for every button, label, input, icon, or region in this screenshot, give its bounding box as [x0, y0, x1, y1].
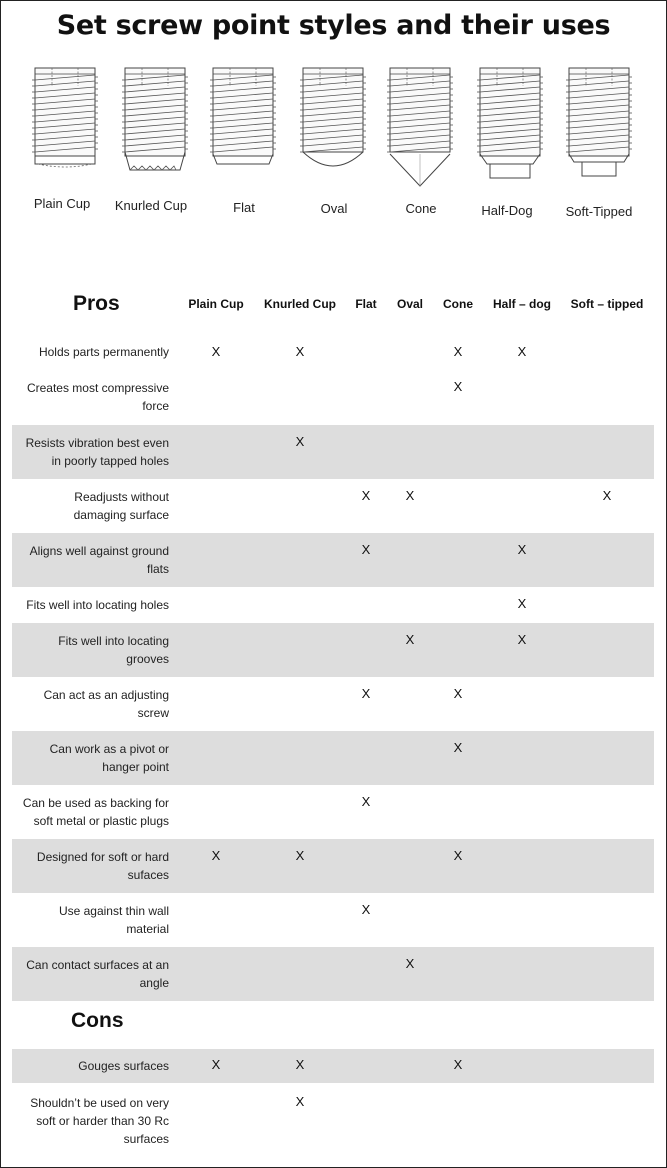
row-label: Fits well into locating grooves: [58, 634, 169, 666]
screw-flat-illustration: [208, 64, 278, 194]
check-mark: X: [361, 686, 371, 701]
screw-label: Half-Dog: [481, 203, 533, 218]
check-mark: X: [361, 794, 371, 809]
check-mark: X: [602, 488, 612, 503]
column-header: Cone: [443, 297, 473, 311]
check-mark: X: [295, 848, 305, 863]
check-mark: X: [453, 740, 463, 755]
row-label: Designed for soft or hard sufaces: [36, 850, 169, 882]
table-row: [12, 425, 654, 479]
table-row: [12, 370, 654, 424]
cons-title: Cons: [71, 1009, 124, 1032]
screw-knurled-cup-illustration: [120, 64, 190, 194]
screw-label: Knurled Cup: [114, 198, 188, 213]
check-mark: X: [295, 1057, 305, 1072]
check-mark: X: [517, 596, 527, 611]
check-mark: X: [405, 632, 415, 647]
row-label: Gouges surfaces: [78, 1059, 169, 1073]
check-mark: X: [517, 542, 527, 557]
row-label: Shouldn’t be used on very soft or harder than 30 Rc surfaces: [30, 1096, 169, 1146]
table-row: [12, 587, 654, 623]
table-row: [12, 731, 654, 785]
table-row: [12, 335, 654, 369]
check-mark: X: [453, 848, 463, 863]
screw-soft-tipped-illustration: [564, 64, 634, 194]
column-header: Plain Cup: [188, 297, 244, 311]
table-row: [12, 839, 654, 893]
row-label: Can act as an adjusting screw: [43, 688, 169, 720]
check-mark: X: [453, 686, 463, 701]
table-row: [12, 677, 654, 731]
row-label: Aligns well against ground flats: [29, 544, 169, 576]
pros-title: Pros: [73, 292, 120, 315]
check-mark: X: [361, 542, 371, 557]
screw-label: Soft-Tipped: [565, 204, 633, 219]
check-mark: X: [453, 344, 463, 359]
table-row: [12, 893, 654, 947]
row-label: Use against thin wall material: [58, 904, 169, 936]
table-row: [12, 947, 654, 1001]
check-mark: X: [361, 902, 371, 917]
screw-label: Oval: [320, 201, 348, 216]
screw-label: Cone: [405, 201, 437, 216]
check-mark: X: [517, 632, 527, 647]
check-mark: X: [405, 488, 415, 503]
check-mark: X: [295, 434, 305, 449]
row-label: Can work as a pivot or hanger point: [49, 742, 169, 774]
check-mark: X: [361, 488, 371, 503]
check-mark: X: [211, 344, 221, 359]
table-row: [12, 533, 654, 587]
screw-label: Plain Cup: [33, 196, 91, 211]
check-mark: X: [453, 379, 463, 394]
screw-oval-illustration: [298, 64, 368, 194]
row-label: Holds parts permanently: [38, 345, 169, 359]
row-label: Resists vibration best even in poorly tapped holes: [25, 436, 169, 468]
row-label: Fits well into locating holes: [26, 598, 169, 612]
screw-label: Flat: [233, 200, 255, 215]
row-label: Can contact surfaces at an angle: [26, 958, 169, 990]
column-header: Flat: [355, 297, 377, 311]
column-header: Oval: [396, 297, 423, 311]
page-title: Set screw point styles and their uses: [56, 10, 611, 41]
screw-cone-illustration: [385, 64, 455, 194]
column-header: Knurled Cup: [264, 297, 336, 311]
row-label: Can be used as backing for soft metal or plastic plugs: [22, 796, 169, 828]
check-mark: X: [517, 344, 527, 359]
table-row: [12, 479, 654, 533]
check-mark: X: [295, 1094, 305, 1109]
table-row: [12, 623, 654, 677]
table-row: [12, 1049, 654, 1083]
row-label: Creates most compressive force: [26, 381, 169, 413]
check-mark: X: [295, 344, 305, 359]
column-header: Half – dog: [492, 297, 551, 311]
check-mark: X: [453, 1057, 463, 1072]
screw-plain-cup-illustration: [30, 64, 100, 194]
check-mark: X: [405, 956, 415, 971]
table-row: [12, 1085, 654, 1157]
table-row: [12, 785, 654, 839]
check-mark: X: [211, 848, 221, 863]
column-header: Soft – tipped: [570, 297, 644, 311]
row-label: Readjusts without damaging surface: [73, 490, 169, 522]
screw-half-dog-illustration: [475, 64, 545, 194]
check-mark: X: [211, 1057, 221, 1072]
